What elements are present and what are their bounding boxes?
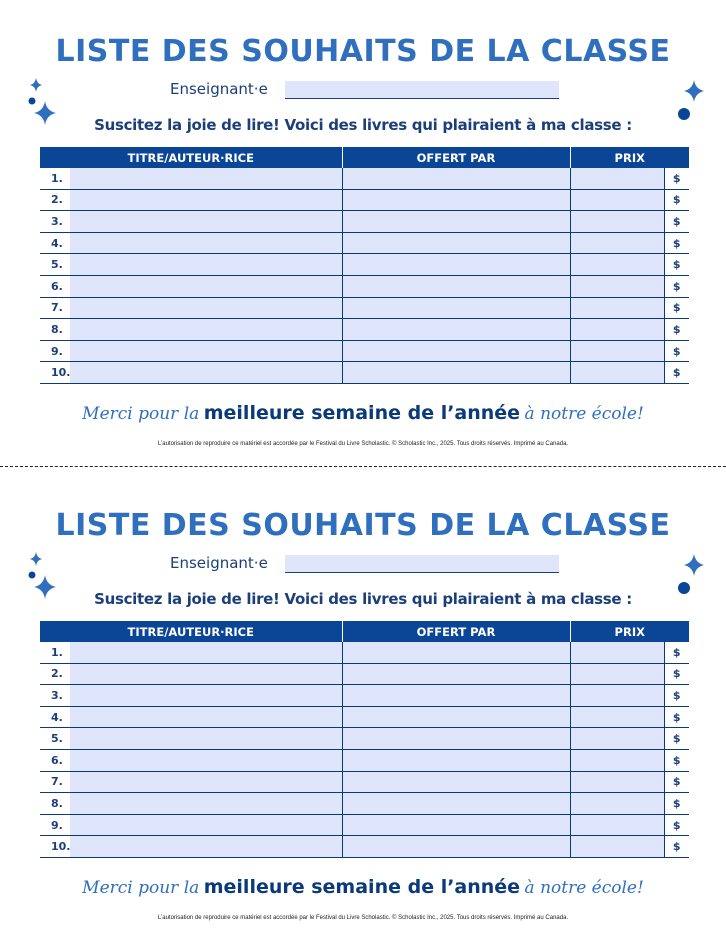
title-cell[interactable] [70,168,342,189]
price-cell[interactable] [570,685,664,707]
header-title-author: TITRE/AUTEUR·RICE [40,621,342,642]
table-row [40,771,689,793]
teacher-label: Enseignant·e [170,80,268,98]
offered-by-cell[interactable] [342,793,570,815]
offered-by-cell[interactable] [342,771,570,793]
currency-symbol: $ [664,793,689,815]
subtitle: Suscitez la joie de lire! Voici des livres qui plairaient à ma classe : [94,116,632,134]
table-row [40,211,689,233]
row-number: 6. [40,749,70,771]
thanks-part-1: Merci pour la [82,878,200,898]
teacher-label: Enseignant·e [170,554,268,572]
subtitle: Suscitez la joie de lire! Voici des livres qui plairaient à ma classe : [94,590,632,608]
price-cell[interactable] [570,728,664,750]
table-row [40,168,689,189]
price-cell[interactable] [570,254,664,276]
currency-symbol: $ [664,168,689,189]
currency-symbol: $ [664,663,689,685]
currency-symbol: $ [664,232,689,254]
table-header-row [40,147,689,168]
thanks-part-1: Merci pour la [82,404,200,424]
header-price: PRIX [570,147,689,168]
currency-symbol: $ [664,297,689,319]
title-cell[interactable] [70,685,342,707]
table-row [40,254,689,276]
page-title: LISTE DES SOUHAITS DE LA CLASSE [55,508,671,543]
page-title: LISTE DES SOUHAITS DE LA CLASSE [55,34,671,69]
row-number: 8. [40,793,70,815]
price-cell[interactable] [570,749,664,771]
cut-line [0,466,726,467]
teacher-field[interactable] [285,555,559,573]
price-cell[interactable] [570,189,664,211]
wishlist-sheet-bottom [0,474,726,940]
price-cell[interactable] [570,340,664,362]
currency-symbol: $ [664,749,689,771]
table-row [40,189,689,211]
price-cell[interactable] [570,642,664,663]
row-number: 7. [40,771,70,793]
table-row [40,362,689,384]
table-row [40,297,689,319]
row-number: 1. [40,168,70,189]
row-number: 4. [40,706,70,728]
row-number: 6. [40,275,70,297]
currency-symbol: $ [664,685,689,707]
row-number: 3. [40,685,70,707]
table-row [40,836,689,858]
row-number: 10. [40,362,70,384]
title-cell[interactable] [70,814,342,836]
title-cell[interactable] [70,189,342,211]
row-number: 2. [40,663,70,685]
table-row [40,319,689,341]
currency-symbol: $ [664,362,689,384]
price-cell[interactable] [570,297,664,319]
currency-symbol: $ [664,836,689,858]
table-row [40,340,689,362]
title-cell[interactable] [70,663,342,685]
title-cell[interactable] [70,771,342,793]
currency-symbol: $ [664,319,689,341]
thanks-part-2: meilleure semaine de l’année [203,402,521,424]
header-offered-by: OFFERT PAR [342,147,570,168]
price-cell[interactable] [570,836,664,858]
legal-notice: L’autorisation de reproduire ce matériel est accordée par le Festival du Livre Scholastic. © Scholastic Inc., 2025. Tous droits réservés. Imprimé au Canada. [157,915,569,921]
table-row [40,728,689,750]
row-number: 2. [40,189,70,211]
offered-by-cell[interactable] [342,319,570,341]
header-price: PRIX [570,621,689,642]
price-cell[interactable] [570,706,664,728]
price-cell[interactable] [570,362,664,384]
thanks-part-3: à notre école! [524,878,644,898]
table-row [40,814,689,836]
title-cell[interactable] [70,232,342,254]
row-number: 8. [40,319,70,341]
header-offered-by: OFFERT PAR [342,621,570,642]
thanks-part-3: à notre école! [524,404,644,424]
row-number: 7. [40,297,70,319]
table-row [40,642,689,663]
price-cell[interactable] [570,319,664,341]
price-cell[interactable] [570,814,664,836]
title-cell[interactable] [70,275,342,297]
offered-by-cell[interactable] [342,814,570,836]
title-cell[interactable] [70,793,342,815]
title-cell[interactable] [70,340,342,362]
legal-notice: L’autorisation de reproduire ce matériel est accordée par le Festival du Livre Scholastic. © Scholastic Inc., 2025. Tous droits réservés. Imprimé au Canada. [157,441,569,447]
table-row [40,275,689,297]
offered-by-cell[interactable] [342,275,570,297]
offered-by-cell[interactable] [342,189,570,211]
offered-by-cell[interactable] [342,836,570,858]
currency-symbol: $ [664,254,689,276]
thanks-part-2: meilleure semaine de l’année [203,876,521,898]
currency-symbol: $ [664,642,689,663]
offered-by-cell[interactable] [342,685,570,707]
title-cell[interactable] [70,211,342,233]
row-number: 9. [40,814,70,836]
title-cell[interactable] [70,254,342,276]
table-header-row [40,621,689,642]
wishlist-table [40,147,689,384]
price-cell[interactable] [570,771,664,793]
row-number: 3. [40,211,70,233]
title-cell[interactable] [70,706,342,728]
offered-by-cell[interactable] [342,749,570,771]
row-number: 4. [40,232,70,254]
offered-by-cell[interactable] [342,211,570,233]
header-title-author: TITRE/AUTEUR·RICE [40,147,342,168]
offered-by-cell[interactable] [342,362,570,384]
offered-by-cell[interactable] [342,642,570,663]
wishlist-sheet-top [0,0,726,466]
title-cell[interactable] [70,728,342,750]
table-row [40,685,689,707]
table-row [40,706,689,728]
row-number: 9. [40,340,70,362]
title-cell[interactable] [70,297,342,319]
price-cell[interactable] [570,211,664,233]
thanks-line [0,876,726,898]
offered-by-cell[interactable] [342,254,570,276]
row-number: 5. [40,254,70,276]
price-cell[interactable] [570,663,664,685]
wishlist-table [40,621,689,858]
thanks-line [0,402,726,424]
title-cell[interactable] [70,319,342,341]
offered-by-cell[interactable] [342,340,570,362]
offered-by-cell[interactable] [342,706,570,728]
offered-by-cell[interactable] [342,168,570,189]
price-cell[interactable] [570,168,664,189]
table-row [40,749,689,771]
offered-by-cell[interactable] [342,297,570,319]
currency-symbol: $ [664,728,689,750]
row-number: 1. [40,642,70,663]
offered-by-cell[interactable] [342,728,570,750]
offered-by-cell[interactable] [342,663,570,685]
price-cell[interactable] [570,232,664,254]
offered-by-cell[interactable] [342,232,570,254]
table-row [40,663,689,685]
currency-symbol: $ [664,211,689,233]
currency-symbol: $ [664,814,689,836]
table-row [40,793,689,815]
row-number: 5. [40,728,70,750]
currency-symbol: $ [664,706,689,728]
title-cell[interactable] [70,642,342,663]
currency-symbol: $ [664,340,689,362]
title-cell[interactable] [70,836,342,858]
price-cell[interactable] [570,275,664,297]
currency-symbol: $ [664,771,689,793]
table-row [40,232,689,254]
row-number: 10. [40,836,70,858]
teacher-field[interactable] [285,81,559,99]
price-cell[interactable] [570,793,664,815]
title-cell[interactable] [70,362,342,384]
currency-symbol: $ [664,189,689,211]
title-cell[interactable] [70,749,342,771]
currency-symbol: $ [664,275,689,297]
